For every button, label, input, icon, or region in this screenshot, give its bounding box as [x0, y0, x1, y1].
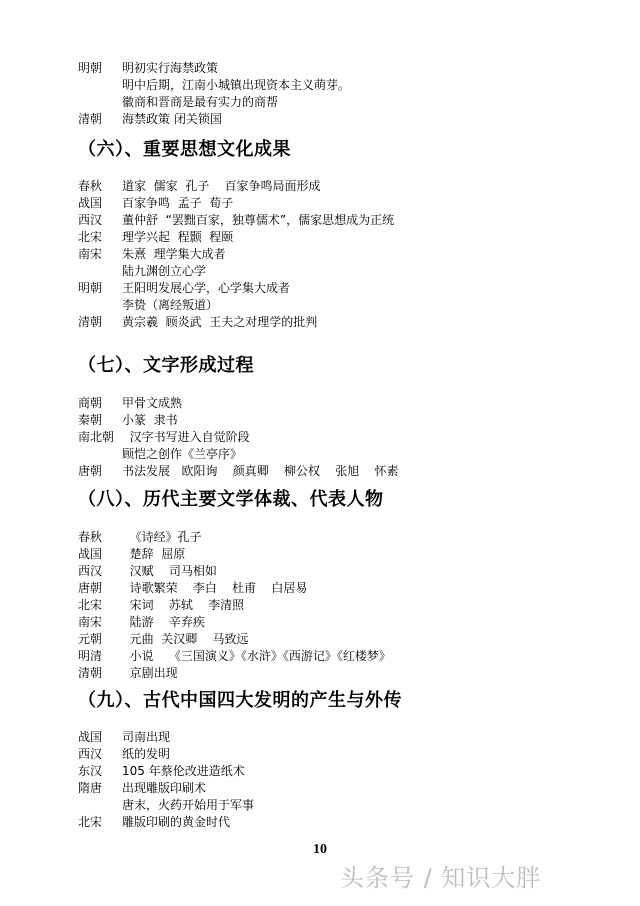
era-label: 隋唐 [78, 781, 103, 795]
line-text: 唐末，火药开始用于军事 [122, 798, 255, 812]
era-label: 北宋 [78, 230, 103, 244]
era-label: 西汉 [78, 747, 103, 761]
era-label: 唐朝 [78, 581, 103, 595]
era-label: 战国 [78, 547, 103, 561]
era-label: 春秋 [78, 530, 103, 544]
line-text: 105 年蔡伦改进造纸术 [122, 764, 245, 778]
line-text: 徽商和晋商是最有实力的商帮 [122, 95, 279, 109]
line-text: 汉字书写进入自觉阶段 [122, 430, 250, 444]
list-item [78, 763, 245, 779]
line-text: 甲骨文成熟 [122, 396, 183, 410]
era-label: 元朝 [78, 632, 103, 646]
era-label: 清朝 [78, 315, 103, 329]
line-text: 海禁政策 闭关锁国 [122, 112, 222, 126]
era-label: 南宋 [78, 247, 103, 261]
list-item [78, 429, 250, 445]
line-text: 书法发展 欧阳询 颜真卿 柳公权 张旭 怀素 [122, 464, 399, 478]
intro-line [78, 94, 278, 110]
page-number: 10 [313, 842, 327, 857]
section-heading: （六）、重要思想文化成果 [78, 139, 291, 160]
line-text: 顾恺之创作《兰亭序》 [122, 447, 243, 461]
line-text: 道家 儒家 孔子 百家争鸣局面形成 [122, 179, 321, 193]
line-text: 元曲 关汉卿 马致远 [122, 632, 249, 646]
list-item [78, 746, 170, 762]
era-label: 西汉 [78, 213, 103, 227]
line-text: 司南出现 [122, 730, 171, 744]
list-item [78, 780, 206, 796]
list-item [78, 280, 290, 296]
list-item [78, 597, 244, 613]
list-item [78, 297, 218, 313]
list-item [78, 631, 249, 647]
line-text: 京剧出现 [122, 666, 178, 680]
list-item [78, 797, 254, 813]
intro-line [78, 111, 222, 127]
list-item [78, 212, 394, 228]
line-text: 李贽（离经叛道） [122, 298, 219, 312]
era-label: 清朝 [78, 666, 103, 680]
list-item [78, 412, 178, 428]
line-text: 百家争鸣 孟子 荀子 [122, 196, 234, 210]
list-item [78, 529, 202, 545]
section-heading: （九）、古代中国四大发明的产生与外传 [78, 690, 402, 711]
list-item [78, 665, 178, 681]
section-heading: （七）、文字形成过程 [78, 355, 254, 376]
list-item [78, 263, 206, 279]
line-text: 楚辞 屈原 [122, 547, 186, 561]
line-text: 出现雕版印刷术 [122, 781, 207, 795]
era-label: 北宋 [78, 598, 103, 612]
list-item [78, 463, 398, 479]
era-label: 商朝 [78, 396, 103, 410]
era-label: 战国 [78, 196, 103, 210]
line-text: 宋词 苏轼 李清照 [122, 598, 245, 612]
era-label: 明朝 [78, 281, 103, 295]
line-text: 朱熹 理学集大成者 [122, 247, 226, 261]
line-text: 诗歌繁荣 李白 杜甫 白居易 [122, 581, 308, 595]
line-text: 明初实行海禁政策 [122, 61, 219, 75]
era-label: 明清 [78, 649, 103, 663]
intro-line [78, 77, 350, 93]
era-label: 秦朝 [78, 413, 103, 427]
era-label: 东汉 [78, 764, 103, 778]
era-label: 北宋 [78, 815, 103, 829]
era-label: 明朝 [78, 61, 103, 75]
list-item [78, 729, 170, 745]
line-text: 纸的发明 [122, 747, 171, 761]
list-item [78, 314, 317, 330]
list-item [78, 229, 233, 245]
line-text: 小篆 隶书 [122, 413, 178, 427]
line-text: 雕版印刷的黄金时代 [122, 815, 231, 829]
list-item [78, 648, 391, 664]
era-label: 春秋 [78, 179, 103, 193]
list-item [78, 178, 321, 194]
line-text: 明中后期，江南小城镇出现资本主义萌芽。 [122, 78, 351, 92]
line-text: 王阳明发展心学，心学集大成者 [122, 281, 291, 295]
line-text: 陆游 辛弃疾 [122, 615, 205, 629]
list-item [78, 580, 307, 596]
list-item [78, 814, 230, 830]
list-item [78, 395, 182, 411]
watermark: 头条号 / 知识大胖 [340, 864, 542, 892]
line-text: 黄宗羲 顾炎武 王夫之对理学的批判 [122, 315, 318, 329]
line-text: 理学兴起 程颢 程颐 [122, 230, 234, 244]
section-heading: （八）、历代主要文学体裁、代表人物 [78, 489, 384, 510]
era-label: 唐朝 [78, 464, 103, 478]
list-item [78, 563, 217, 579]
list-item [78, 546, 185, 562]
list-item [78, 246, 226, 262]
list-item [78, 195, 233, 211]
intro-line [78, 60, 218, 76]
era-label: 清朝 [78, 112, 103, 126]
line-text: 小说 《三国演义》《水浒》《西游记》《红楼梦》 [122, 649, 391, 663]
era-label: 战国 [78, 730, 103, 744]
list-item [78, 614, 205, 630]
list-item [78, 446, 242, 462]
line-text: 汉赋 司马相如 [122, 564, 217, 578]
line-text: 陆九渊创立心学 [122, 264, 207, 278]
era-label: 南宋 [78, 615, 103, 629]
line-text: 《诗经》孔子 [122, 530, 202, 544]
era-label: 西汉 [78, 564, 103, 578]
era-label: 南北朝 [78, 430, 115, 444]
line-text: 董仲舒 “罢黜百家，独尊儒术”，儒家思想成为正统 [122, 213, 395, 227]
